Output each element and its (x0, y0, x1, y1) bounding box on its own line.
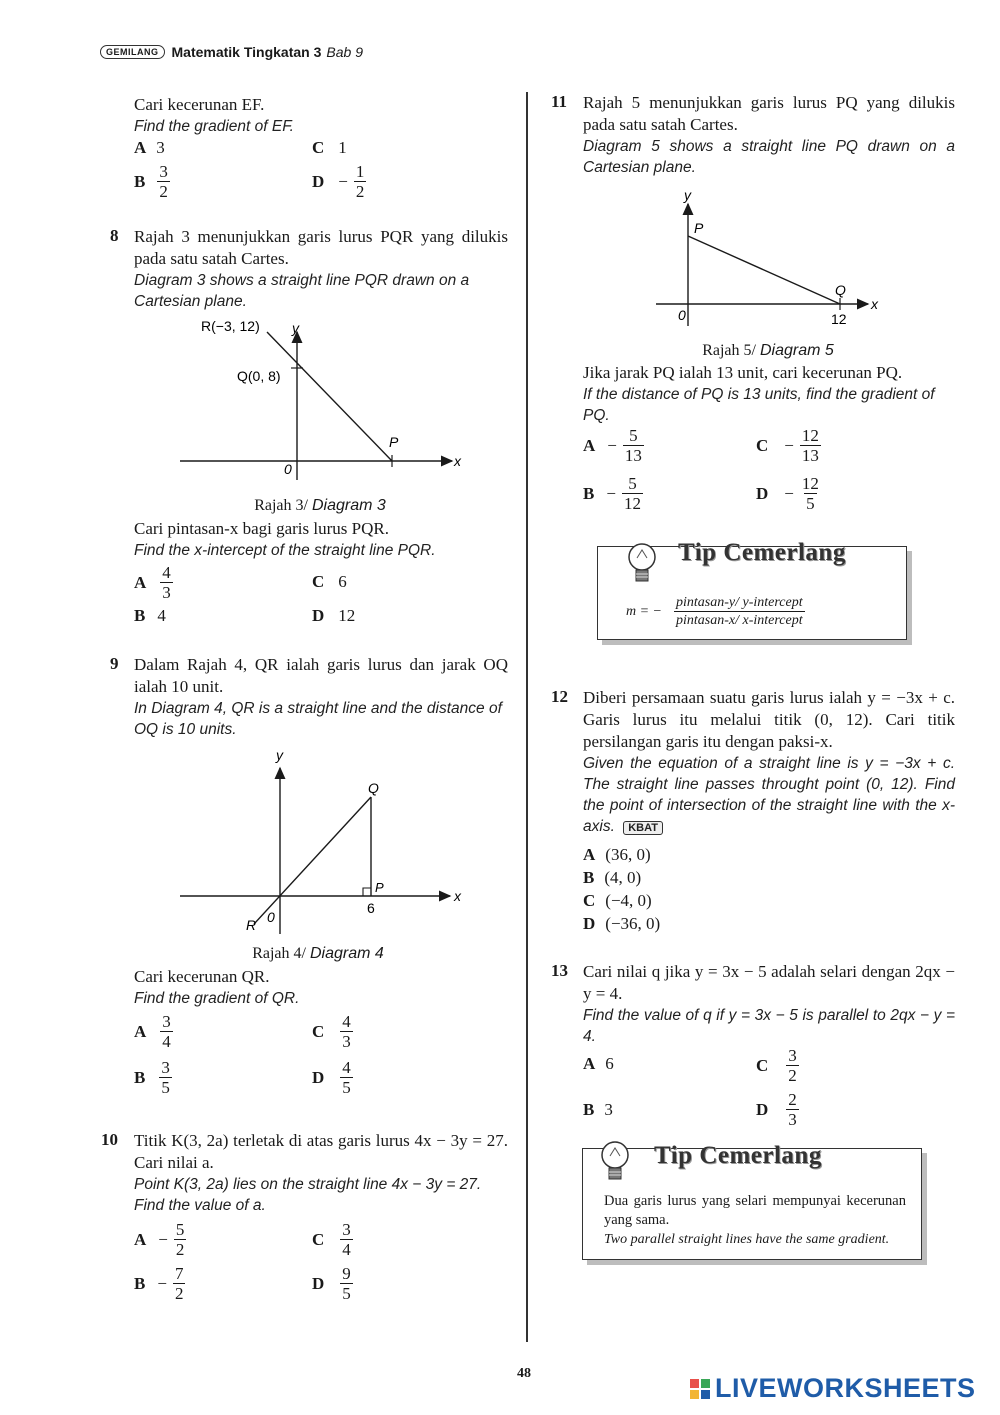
diagram-3-caption: Rajah 3/ Diagram 3 (254, 497, 386, 514)
question-11-prompt-ms: Jika jarak PQ ialah 13 unit, cari kecerunan PQ. (583, 363, 903, 382)
question-8 (134, 226, 508, 312)
question-7 (134, 94, 514, 137)
q9-option-a[interactable] (134, 1012, 173, 1051)
fraction: $\frac{3}{5}$ (161, 1058, 170, 1097)
question-11-text-ms: Rajah 5 menunjukkan garis lurus PQ yang dilukis pada satu satah Cartes. (583, 93, 955, 134)
fraction: $\frac{3}{4}$ (162, 1012, 171, 1051)
label-p: P (694, 220, 704, 236)
question-9-prompt-en: Find the gradient of QR. (134, 990, 300, 1007)
line-pqr (267, 332, 392, 461)
option-letter: D (312, 606, 325, 625)
fraction: $\frac{3}{4}$ (342, 1220, 351, 1259)
tip-2-title: Tip Cemerlang (654, 1142, 822, 1169)
q11-option-c[interactable]: C − $\frac{12}{13}$ (756, 426, 819, 465)
option-value: 3 (604, 1100, 613, 1119)
diagram-4-caption: Rajah 4/ Diagram 4 (252, 945, 384, 962)
label-x: x (871, 296, 878, 312)
question-9-text-ms: Dalam Rajah 4, QR ialah garis lurus dan jarak OQ ialah 10 unit. (134, 655, 508, 696)
option-letter: A (583, 435, 596, 455)
q8-option-a[interactable] (134, 563, 173, 602)
q12-option-b[interactable] (583, 868, 641, 888)
option-letter: C (312, 572, 325, 591)
tip-2-body (604, 1192, 906, 1249)
question-11-prompt-en: If the distance of PQ is 13 units, find the gradient of PQ. (583, 386, 935, 424)
tip-1-fraction: $\frac{\text{pintasan-y/ y-intercept}}{\text{pintasan-x/ x-intercept}}$ (676, 595, 803, 628)
fraction: $\frac{12}{5}$ (801, 474, 819, 513)
option-letter: A (583, 845, 596, 864)
fraction: $\frac{2}{3}$ (788, 1090, 797, 1129)
label-r: R(−3, 12) (201, 318, 260, 334)
label-x: x (454, 888, 461, 904)
tip-2-text-en: Two parallel straight lines have the same gradient. (604, 1232, 890, 1247)
question-8-text-en: Diagram 3 shows a straight line PQR drawn on a Cartesian plane. (134, 272, 470, 310)
option-letter: B (583, 483, 595, 503)
question-9-prompt (134, 966, 514, 1009)
option-letter: B (583, 1100, 595, 1119)
q13-option-b[interactable] (583, 1100, 613, 1120)
option-value: 12 (338, 606, 356, 625)
question-7-text-ms: Cari kecerunan EF. (134, 95, 265, 114)
question-8-text-ms: Rajah 3 menunjukkan garis lurus PQR yang dilukis pada satu satah Cartes. (134, 227, 508, 268)
fraction: $\frac{4}{3}$ (342, 1012, 351, 1051)
option-letter: C (583, 891, 596, 910)
option-letter: B (134, 171, 146, 191)
q10-option-d[interactable] (312, 1264, 353, 1303)
tip-1-formula (626, 594, 805, 629)
question-8-number: 8 (110, 226, 119, 245)
question-11-prompt (583, 362, 955, 426)
q11-option-b[interactable]: B − $\frac{5}{12}$ (583, 474, 641, 513)
lightbulb-icon (625, 540, 659, 593)
book-title: Matematik Tingkatan 3 (171, 44, 322, 60)
option-letter: C (756, 435, 769, 455)
option-value: 6 (605, 1054, 614, 1073)
option-value: 4 (157, 606, 166, 625)
question-11-text-en: Diagram 5 shows a straight line PQ drawn on a Cartesian plane. (583, 138, 955, 176)
question-12-number: 12 (551, 687, 568, 706)
question-12 (583, 687, 955, 839)
question-12-text-ms: Diberi persamaan suatu garis lurus ialah y = −3x + c. Garis lurus itu melalui titik (0, 12). Cari titik persilangan garis itu dengan paksi-x. (583, 688, 955, 751)
question-7-text-en: Find the gradient of EF. (134, 118, 294, 135)
q8-option-b[interactable] (134, 606, 166, 626)
fraction: $\frac{4}{3}$ (162, 563, 171, 602)
fraction: $\frac{9}{5}$ (342, 1264, 351, 1303)
diagram-5-caption: Rajah 5/ Diagram 5 (702, 342, 834, 359)
question-10-number: 10 (101, 1130, 118, 1149)
fraction: $\frac{5}{12}$ (623, 474, 641, 513)
question-9-number: 9 (110, 654, 119, 673)
option-letter: B (583, 868, 595, 887)
q10-option-a[interactable]: A − $\frac{5}{2}$ (134, 1220, 185, 1259)
q8-option-d[interactable] (312, 606, 355, 626)
option-letter: C (312, 1229, 325, 1249)
q10-option-b[interactable]: B − $\frac{7}{2}$ (134, 1264, 184, 1303)
label-origin: 0 (267, 909, 275, 925)
q7-option-b[interactable] (134, 162, 170, 201)
q11-option-a[interactable]: A − $\frac{5}{13}$ (583, 426, 642, 465)
page-header (100, 38, 363, 66)
page-number: 48 (517, 1366, 531, 1381)
fraction: $\frac{7}{2}$ (174, 1264, 184, 1303)
label-origin: 0 (284, 461, 292, 477)
tip-2-text-ms: Dua garis lurus yang selari mempunyai kecerunan yang sama. (604, 1193, 906, 1228)
q12-option-d[interactable] (583, 914, 660, 934)
question-13 (583, 961, 955, 1047)
diagram-3 (170, 310, 470, 500)
option-value: 6 (338, 572, 347, 591)
question-10-text-ms: Titik K(3, 2a) terletak di atas garis lurus 4x − 3y = 27. Cari nilai a. (134, 1131, 508, 1172)
option-value: 3 (156, 138, 165, 157)
option-letter: A (583, 1054, 596, 1073)
tip-1-title: Tip Cemerlang (678, 539, 846, 566)
question-9-prompt-ms: Cari kecerunan QR. (134, 967, 270, 986)
liveworksheets-logo[interactable] (690, 1373, 976, 1404)
fraction: $\frac{3}{2}$ (788, 1046, 797, 1085)
label-p: P (375, 880, 384, 895)
question-9-text-en: In Diagram 4, QR is a straight line and the distance of OQ is 10 units. (134, 700, 502, 738)
q12-option-c[interactable] (583, 891, 652, 911)
option-letter: C (312, 1021, 325, 1041)
question-13-text-en: Find the value of q if y = 3x − 5 is parallel to 2qx − y = 4. (583, 1007, 955, 1045)
option-value: (−4, 0) (605, 891, 652, 910)
kbat-badge: KBAT (623, 821, 663, 835)
line-pq (688, 236, 840, 304)
option-letter: C (312, 138, 325, 157)
fraction: $\frac{1}{2}$ (355, 162, 365, 201)
chapter-label: Bab 9 (326, 44, 363, 60)
option-letter: D (583, 914, 596, 933)
q12-option-a[interactable] (583, 845, 651, 865)
fraction: $\frac{5}{13}$ (624, 426, 642, 465)
label-y: y (684, 187, 691, 203)
q8-option-c[interactable] (312, 572, 347, 592)
question-13-text-ms: Cari nilai q jika y = 3x − 5 adalah selari dengan 2qx − y = 4. (583, 962, 955, 1003)
fraction: $\frac{5}{2}$ (175, 1220, 185, 1259)
liveworksheets-brand: LIVEWORKSHEETS (715, 1373, 976, 1403)
option-letter: A (134, 1229, 147, 1249)
label-origin: 0 (678, 307, 686, 323)
q11-option-d[interactable]: D − $\frac{12}{5}$ (756, 474, 819, 513)
question-10-text-en: Point K(3, 2a) lies on the straight line 4x − 3y = 27. Find the value of a. (134, 1176, 482, 1214)
question-8-prompt-ms: Cari pintasan-x bagi garis lurus PQR. (134, 519, 389, 538)
option-value: (4, 0) (604, 868, 642, 887)
option-letter: A (134, 138, 147, 157)
option-letter: B (134, 606, 146, 625)
option-letter: D (312, 171, 325, 191)
option-value: (36, 0) (605, 845, 651, 864)
option-letter: D (312, 1273, 325, 1293)
question-11-number: 11 (551, 92, 568, 111)
label-12: 12 (831, 311, 847, 327)
column-divider (526, 92, 528, 1342)
question-12-text-en: Given the equation of a straight line is y = −3x + c. The straight line passes throught point (0, 12). Find the point of intersection of the straight line with the x-axis. KBAT (583, 755, 955, 835)
question-8-prompt (134, 518, 514, 561)
label-q: Q (368, 780, 379, 796)
q10-option-c[interactable] (312, 1220, 353, 1259)
tip-1-m-label: m = − (626, 603, 663, 619)
label-p: P (389, 434, 399, 450)
fraction: $\frac{4}{5}$ (342, 1058, 351, 1097)
q7-option-c[interactable] (312, 138, 347, 158)
question-10 (134, 1130, 508, 1216)
q7-option-d[interactable]: D − $\frac{1}{2}$ (312, 162, 365, 201)
option-letter: B (134, 1273, 146, 1293)
option-value: 1 (338, 138, 347, 157)
publisher-logo: GEMILANG (100, 45, 165, 59)
question-11 (583, 92, 955, 178)
label-q: Q(0, 8) (237, 368, 281, 384)
option-letter: C (756, 1055, 769, 1075)
diagram-5 (640, 186, 890, 336)
q13-option-c[interactable] (756, 1046, 799, 1085)
right-angle-mark (363, 888, 371, 896)
q9-option-d[interactable] (312, 1058, 353, 1097)
label-y: y (292, 320, 299, 336)
label-6: 6 (367, 900, 375, 916)
q7-option-a[interactable] (134, 138, 165, 158)
question-8-prompt-en: Find the x-intercept of the straight line PQR. (134, 542, 436, 559)
option-letter: D (312, 1067, 325, 1087)
option-letter: D (756, 483, 769, 503)
fraction: $\frac{3}{2}$ (159, 162, 168, 201)
question-13-number: 13 (551, 961, 568, 980)
option-letter: A (134, 572, 147, 592)
q13-option-a[interactable] (583, 1054, 614, 1074)
q13-option-d[interactable] (756, 1090, 799, 1129)
fraction: $\frac{12}{13}$ (801, 426, 819, 465)
diagram-4 (170, 744, 470, 944)
question-9 (134, 654, 508, 740)
option-value: (−36, 0) (605, 914, 661, 933)
label-q: Q (835, 282, 846, 298)
q9-option-b[interactable] (134, 1058, 172, 1097)
label-x: x (454, 453, 461, 469)
label-r: R (246, 917, 257, 933)
line-qr (254, 797, 371, 924)
option-letter: A (134, 1021, 147, 1041)
label-y: y (276, 747, 283, 763)
lightbulb-icon (598, 1138, 632, 1191)
q9-option-c[interactable] (312, 1012, 353, 1051)
liveworksheets-icon (690, 1379, 710, 1399)
option-letter: B (134, 1067, 146, 1087)
option-letter: D (756, 1099, 769, 1119)
